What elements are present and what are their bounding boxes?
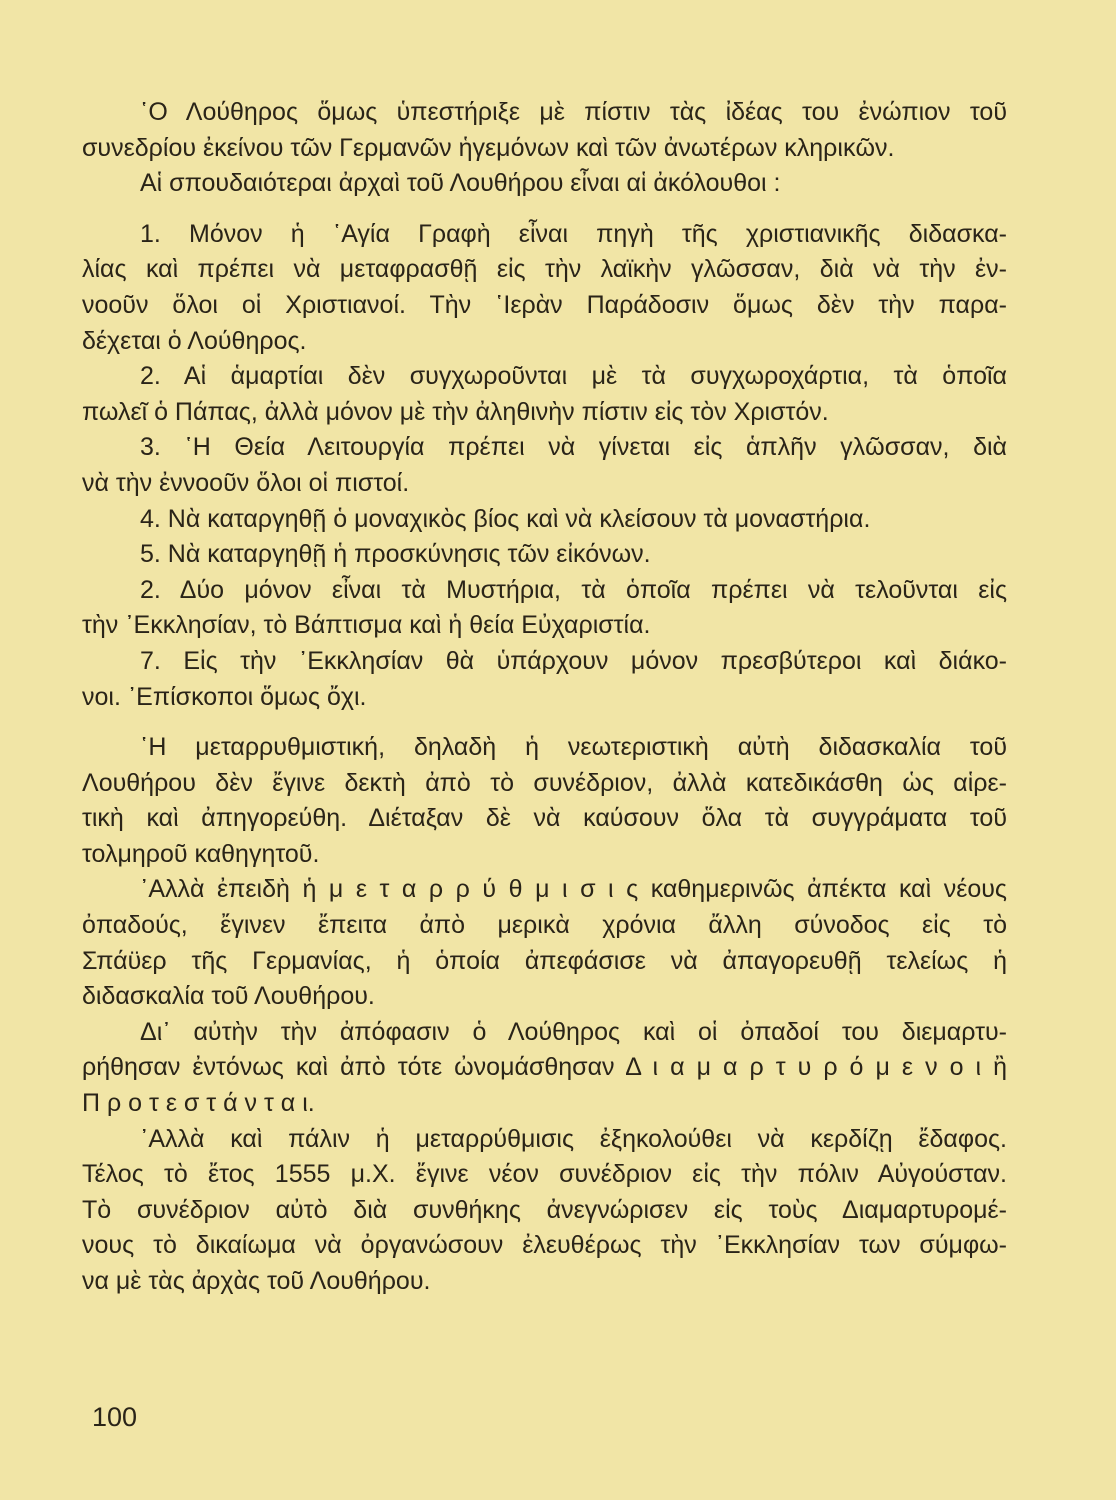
text-line: Σπάϋερ τῆς Γερμανίας, ἡ ὁποία ἀπεφάσισε νὰ ἀπαγορευθῇ τελείως ἡ — [82, 946, 1007, 975]
text-line: να μὲ τὰς ἀρχὰς τοῦ Λουθήρου. — [82, 1267, 431, 1295]
text-line: διδασκαλία τοῦ Λουθήρου. — [82, 982, 375, 1011]
text-line: νους τὸ δικαίωμα νὰ ὀργανώσουν ἐλευθέρως τὴν ᾿Εκκλησίαν των σύμφω- — [82, 1231, 1007, 1260]
paragraph — [82, 573, 1007, 644]
paragraph — [82, 730, 1007, 872]
text-line: νοι. ᾿Επίσκοποι ὅμως ὄχι. — [82, 682, 367, 711]
paragraph — [82, 359, 1007, 430]
text-line: συνεδρίου ἐκείνου τῶν Γερμανῶν ἡγεμόνων καὶ τῶν ἀνωτέρων κληρικῶν. — [82, 133, 895, 162]
text-line: ὀπαδούς, ἔγινεν ἔπειτα ἀπὸ μερικὰ χρόνια ἄλλη σύνοδος εἰς τὸ — [82, 911, 1007, 940]
text-line: Αἱ σπουδαιότεραι ἀρχαὶ τοῦ Λουθήρου εἶναι αἱ ἀκόλουθοι : — [140, 169, 781, 198]
text-line: νοοῦν ὅλοι οἱ Χριστιανοί. Τὴν ῾Ιερὰν Παράδοσιν ὅμως δὲν τὴν παρα- — [82, 290, 1007, 319]
paragraph — [82, 217, 1007, 359]
text-line: ρήθησαν ἐντόνως καὶ ἀπὸ τότε ὠνομάσθησαν Δ ι α μ α ρ τ υ ρ ό μ ε ν ο ι ἢ — [82, 1053, 1007, 1082]
text-line: ᾿Αλλὰ ἐπειδὴ ἡ μ ε τ α ρ ρ ύ θ μ ι σ ι ς καθημερινῶς ἀπέκτα καὶ νέους — [140, 875, 1007, 904]
paragraph — [82, 95, 1007, 166]
text-line: ῾Ο Λούθηρος ὅμως ὑπεστήριξε μὲ πίστιν τὰς ἰδέας του ἐνώπιον τοῦ — [140, 98, 1007, 126]
text-line: Τέλος τὸ ἔτος 1555 μ.Χ. ἔγινε νέον συνέδριον εἰς τὴν πόλιν Αὐγούσταν. — [82, 1160, 1007, 1189]
text-line: 4. Νὰ καταργηθῇ ὁ μοναχικὸς βίος καὶ νὰ κλείσουν τὰ μοναστήρια. — [140, 504, 871, 533]
text-line: τικὴ καὶ ἀπηγορεύθη. Διέταξαν δὲ νὰ καύσουν ὅλα τὰ συγγράματα τοῦ — [82, 804, 1007, 833]
text-line: 3. ῾Η Θεία Λειτουργία πρέπει νὰ γίνεται εἰς ἁπλῆν γλῶσσαν, διὰ — [140, 433, 1007, 462]
text-line: Δι᾿ αὐτὴν τὴν ἀπόφασιν ὁ Λούθηρος καὶ οἱ ὀπαδοί του διεμαρτυ- — [140, 1017, 1007, 1046]
text-line: 5. Νὰ καταργηθῇ ἡ προσκύνησις τῶν εἰκόνων. — [140, 540, 651, 569]
text-line: Λουθήρου δὲν ἔγινε δεκτὴ ἀπὸ τὸ συνέδριον, ἀλλὰ κατεδικάσθη ὡς αἱρε- — [82, 768, 1007, 797]
paragraph — [82, 1015, 1007, 1122]
text-line: πωλεῖ ὁ Πάπας, ἀλλὰ μόνον μὲ τὴν ἀληθινὴν πίστιν εἰς τὸν Χριστόν. — [82, 397, 829, 426]
text-line: 2. Αἱ ἁμαρτίαι δὲν συγχωροῦνται μὲ τὰ συγχωροχάρτια, τὰ ὁποῖα — [140, 362, 1007, 391]
text-line: 2. Δύο μόνον εἶναι τὰ Μυστήρια, τὰ ὁποῖα πρέπει νὰ τελοῦνται εἰς — [140, 575, 1007, 604]
paragraph — [82, 872, 1007, 1014]
page-body — [82, 95, 1007, 1300]
paragraph — [82, 537, 1007, 573]
paragraph — [82, 502, 1007, 538]
text-line: δέχεται ὁ Λούθηρος. — [82, 326, 307, 355]
text-line: Π ρ ο τ ε σ τ ά ν τ α ι. — [82, 1089, 315, 1118]
text-line: Τὸ συνέδριον αὐτὸ διὰ συνθήκης ἀνεγνώρισεν εἰς τοὺς Διαμαρτυρομέ- — [82, 1195, 1007, 1224]
text-line: ῾Η μεταρρυθμιστική, δηλαδὴ ἡ νεωτεριστικὴ αὐτὴ διδασκαλία τοῦ — [140, 733, 1007, 762]
text-line: ᾿Αλλὰ καὶ πάλιν ἡ μεταρρύθμισις ἐξηκολούθει νὰ κερδίζῃ ἔδαφος. — [140, 1124, 1007, 1153]
text-line: τολμηροῦ καθηγητοῦ. — [82, 839, 320, 868]
paragraph — [82, 166, 1007, 202]
paragraph — [82, 1122, 1007, 1300]
paragraph — [82, 430, 1007, 501]
text-line: τὴν ᾿Εκκλησίαν, τὸ Βάπτισμα καὶ ἡ θεία Εὐχαριστία. — [82, 611, 651, 640]
text-line: νὰ τὴν ἐννοοῦν ὅλοι οἱ πιστοί. — [82, 468, 410, 497]
text-line: 1. Μόνον ἡ ῾Αγία Γραφὴ εἶναι πηγὴ τῆς χριστιανικῆς διδασκα- — [140, 219, 1007, 248]
paragraph — [82, 644, 1007, 715]
page-number: 100 — [92, 1402, 138, 1432]
text-line: 7. Εἰς τὴν ᾿Εκκλησίαν θὰ ὑπάρχουν μόνον πρεσβύτεροι καὶ διάκο- — [140, 646, 1007, 675]
text-line: λίας καὶ πρέπει νὰ μεταφρασθῇ εἰς τὴν λαϊκὴν γλῶσσαν, διὰ νὰ τὴν ἐν- — [82, 255, 1007, 284]
